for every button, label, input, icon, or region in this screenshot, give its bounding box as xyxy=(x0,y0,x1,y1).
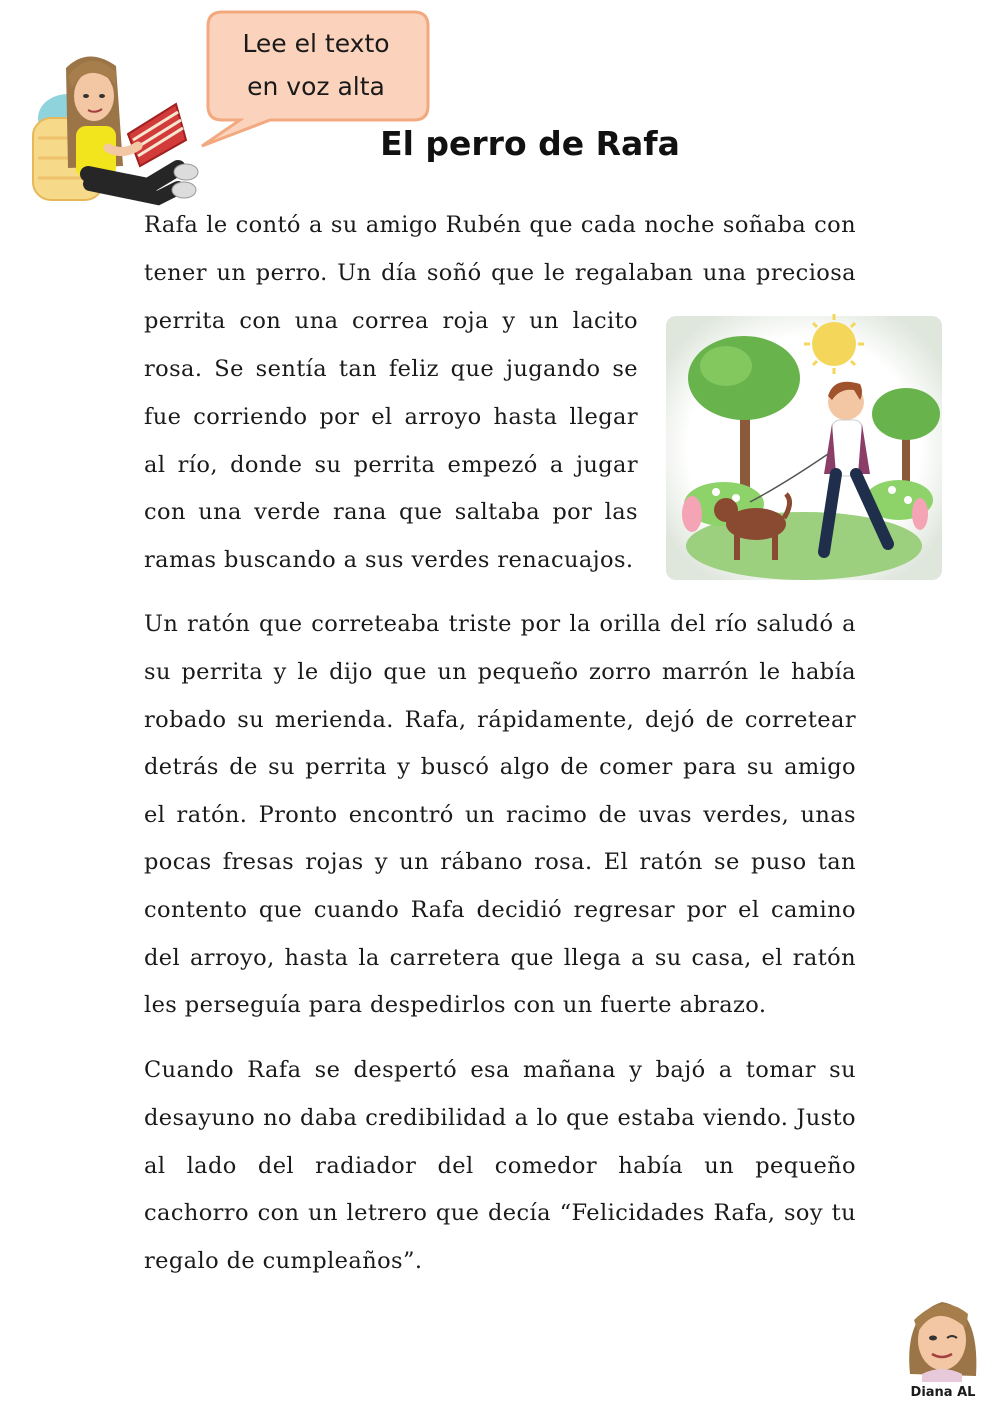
paragraph-2-line: su perrita y le dijo que un pequeño zorro marrón le había xyxy=(144,659,856,685)
paragraph-1-line: tener un perro. Un día soñó que le regalaban una preciosa xyxy=(144,260,856,286)
author-avatar-icon xyxy=(896,1294,988,1382)
bubble-line-1: Lee el texto xyxy=(242,29,390,58)
paragraph-3-line: cachorro con un letrero que decía “Felicidades Rafa, soy tu xyxy=(144,1200,856,1226)
paragraph-3-line: Cuando Rafa se despertó esa mañana y bajó a tomar su xyxy=(144,1057,856,1083)
paragraph-1-line: rosa. Se sentía tan feliz que jugando se xyxy=(144,356,638,382)
author-signature: Diana AL xyxy=(910,1385,976,1400)
bubble-line-2: en voz alta xyxy=(247,72,385,101)
paragraph-2-line: el ratón. Pronto encontró un racimo de uvas verdes, unas xyxy=(144,802,856,828)
paragraph-2-line: contento que cuando Rafa decidió regresar por el camino xyxy=(144,897,856,923)
paragraph-3-line: desayuno no daba credibilidad a lo que estaba viendo. Justo xyxy=(144,1105,856,1131)
paragraph-2-line: les perseguía para despedirlos con un fuerte abrazo. xyxy=(144,992,767,1018)
speech-bubble-text xyxy=(214,22,418,108)
paragraph-2-line: robado su merienda. Rafa, rápidamente, dejó de corretear xyxy=(144,707,856,733)
paragraph-3-line: al lado del radiador del comedor había un pequeño xyxy=(144,1153,856,1179)
paragraph-2-line: pocas fresas rojas y un rábano rosa. El ratón se puso tan xyxy=(144,849,856,875)
paragraph-3-line: regalo de cumpleaños”. xyxy=(144,1248,423,1274)
paragraph-2-line: Un ratón que correteaba triste por la orilla del río saludó a xyxy=(144,611,856,637)
paragraph-1-line: fue corriendo por el arroyo hasta llegar xyxy=(144,404,638,430)
reading-girl-illustration xyxy=(28,48,208,218)
paragraph-1-line: con una verde rana que saltaba por las xyxy=(144,499,638,525)
paragraph-1-line: ramas buscando a sus verdes renacuajos. xyxy=(144,547,634,573)
paragraph-1-line: Rafa le contó a su amigo Rubén que cada noche soñaba con xyxy=(144,212,856,238)
boy-walking-dog-illustration xyxy=(664,314,944,582)
paragraph-2-line: detrás de su perrita y buscó algo de comer para su amigo xyxy=(144,754,856,780)
paragraph-2-line: del arroyo, hasta la carretera que llega a su casa, el ratón xyxy=(144,945,856,971)
paragraph-1-line: perrita con una correa roja y un lacito xyxy=(144,308,638,334)
paragraph-1-line: al río, donde su perrita empezó a jugar xyxy=(144,452,638,478)
page-title: El perro de Rafa xyxy=(380,124,680,163)
